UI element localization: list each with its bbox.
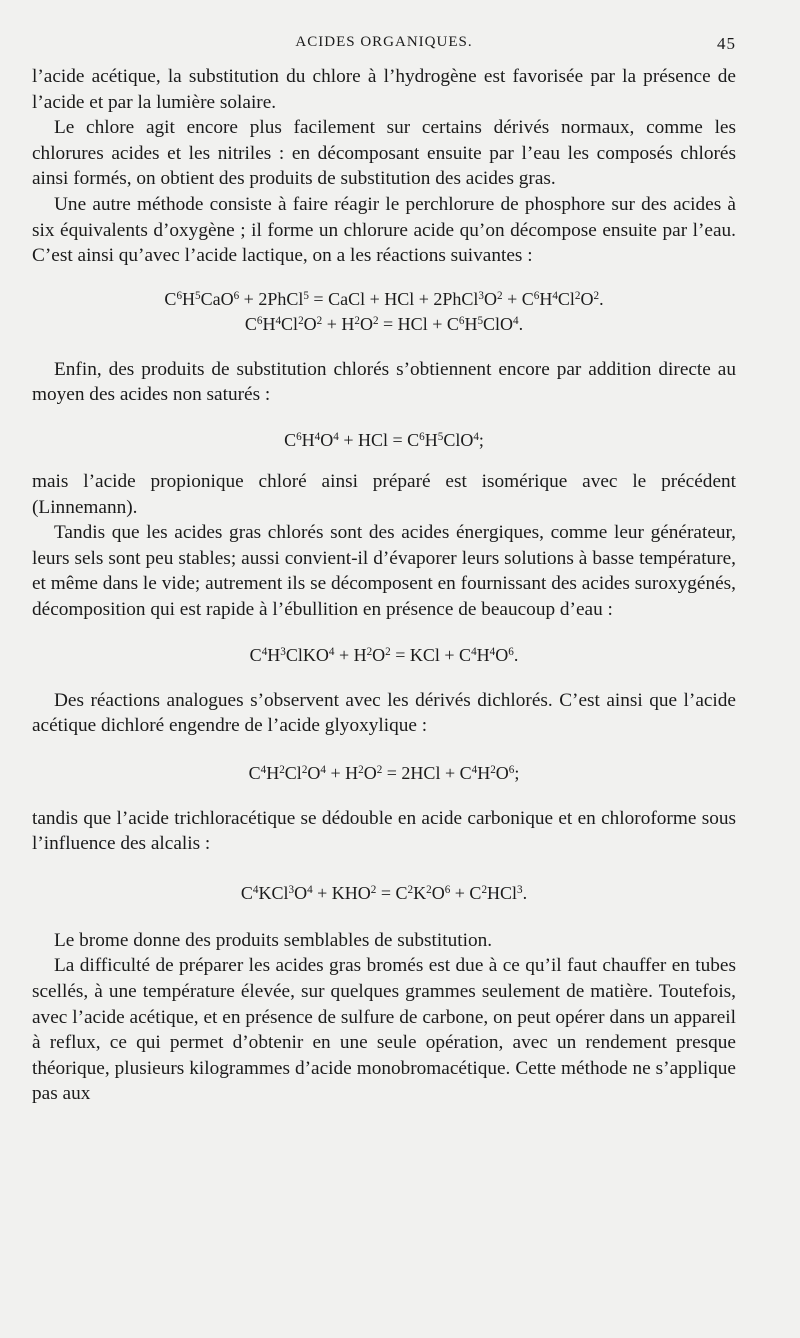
- equation-superscript: 2: [496, 289, 503, 302]
- paragraph-6: Tandis que les acides gras chlorés sont des acides énergiques, comme leur générateur, leurs sels sont peu stables; aussi convient-il d’évaporer leurs solutions à basse température, et même dans le vide; autrement ils se décomposent en fournissant des acides suroxygénés, décomposition qui est rapide à l’ébullition en présence de beaucoup d’eau :: [32, 522, 736, 620]
- equation-superscript: 6: [508, 763, 515, 776]
- equation-superscript: 2: [490, 763, 496, 776]
- equation-superscript: 4: [275, 314, 282, 327]
- equation-superscript: 6: [256, 314, 263, 327]
- equation-superscript: 6: [176, 289, 183, 302]
- equation-superscript: 3: [517, 883, 523, 896]
- equation-superscript: 2: [372, 314, 379, 327]
- equation-superscript: 6: [296, 430, 302, 443]
- equation-superscript: 2: [593, 289, 600, 302]
- equation-superscript: 2: [370, 883, 377, 896]
- equation-superscript: 6: [444, 883, 451, 896]
- equation-superscript: 4: [473, 430, 479, 443]
- equation-superscript: 4: [260, 763, 267, 776]
- equation-3: $C^6H^4O^4$ + HCl = $C^6H^5ClO^4$;: [284, 429, 484, 450]
- equation-superscript: 2: [426, 883, 432, 896]
- equation-superscript: 2: [279, 763, 285, 776]
- paragraph-4: Enfin, des produits de substitution chlorés s’obtiennent encore par addition directe au moyen des acides non saturés :: [32, 358, 736, 406]
- equation-superscript: 6: [458, 314, 465, 327]
- running-header: [32, 34, 736, 64]
- equation-superscript: 2: [481, 883, 488, 896]
- equation-4: $C^4H^3ClKO^4 + H^2O^2$ = KCl + $C^4H^4O^6$.: [249, 644, 519, 665]
- equation-superscript: 6: [533, 289, 540, 302]
- equation-superscript: 4: [333, 430, 339, 443]
- equation-superscript: 6: [233, 289, 240, 302]
- equation-superscript: 4: [252, 883, 259, 896]
- equation-superscript: 3: [288, 883, 295, 896]
- equation-superscript: 4: [552, 289, 558, 302]
- paragraph-10: La difficulté de préparer les acides gras bromés est due à ce qu’il faut chauffer en tubes scellés, à une température élevée, sur quelques grammes seulement de matière. Toutefois, avec l’acide acétique, et en présence de sulfure de carbone, on peut opérer dans un appareil à reflux, ce qui permet d’obtenir en une seule opération, avec un rendement presque théorique, plusieurs kilogrammes d’acide monobromacétique. Cette méthode ne s’applique pas aux: [32, 955, 736, 1105]
- equation-superscript: 6: [419, 430, 425, 443]
- equation-2: $C^6H^4Cl^2O^2 + H^2O^2$ = HCl + $C^6H^5ClO^4$.: [244, 313, 524, 334]
- equation-superscript: 6: [508, 645, 514, 658]
- running-title: ACIDES ORGANIQUES.: [295, 34, 473, 50]
- equation-5: $C^4H^2Cl^2O^4 + H^2O^2 = 2HCl + C^4H^2O^6$;: [248, 762, 520, 783]
- equation-superscript: 2: [316, 314, 323, 327]
- equation-superscript: 5: [477, 314, 484, 327]
- equation-superscript: 2: [385, 645, 391, 658]
- equation-superscript: 2: [407, 883, 414, 896]
- paragraph-3: Une autre méthode consiste à faire réagir le perchlorure de phosphore sur des acides à six équivalents d’oxygène ; il forme un chlorure acide qu’on décompose ensuite par l’eau. C’est ainsi qu’avec l’acide lactique, on a les réactions suivantes :: [32, 193, 736, 267]
- paragraph-5: mais l’acide propionique chloré ainsi préparé est isomérique avec le précédent (Linnemann).: [32, 470, 736, 518]
- equation-6: $C^4KCl^3O^4 + KHO^2 = C^2K^2O^6 + C^2HCl^3$.: [240, 882, 528, 903]
- equation-superscript: 2: [301, 763, 308, 776]
- paragraph-7: Des réactions analogues s’observent avec les dérivés dichlorés. C’est ainsi que l’acide acétique dichloré engendre de l’acide glyoxylique :: [32, 689, 736, 737]
- paragraph-8: tandis que l’acide trichloracétique se dédouble en acide carbonique et en chloroforme sous l’influence des alcalis :: [32, 807, 736, 855]
- equation-superscript: 2: [376, 763, 383, 776]
- equation-superscript: 3: [478, 289, 484, 302]
- equation-superscript: 4: [471, 645, 477, 658]
- equation-superscript: 2: [574, 289, 581, 302]
- paragraph-1: l’acide acétique, la substitution du chlore à l’hydrogène est favorisée par la présence de l’acide et par la lumière solaire.: [32, 66, 736, 113]
- paragraph-9: Le brome donne des produits semblables de substitution.: [54, 929, 493, 951]
- equation-superscript: 4: [320, 763, 326, 776]
- equation-1: $C^6H^5CaO^6$ + 2PhCl$^5$ = CaCl + HCl + $2PhCl^3O^2 + C^6H^4Cl^2O^2$.: [164, 288, 604, 309]
- equation-superscript: 4: [328, 645, 335, 658]
- equation-superscript: 3: [280, 645, 286, 658]
- equation-superscript: 5: [303, 289, 309, 302]
- equation-superscript: 2: [358, 763, 364, 776]
- equation-superscript: 4: [471, 763, 478, 776]
- page-number: 45: [717, 34, 736, 53]
- equation-superscript: 5: [195, 289, 201, 302]
- equation-superscript: 2: [298, 314, 304, 327]
- equation-superscript: 4: [261, 645, 268, 658]
- equation-superscript: 4: [314, 430, 321, 443]
- equation-superscript: 5: [437, 430, 444, 443]
- equation-superscript: 4: [489, 645, 496, 658]
- paragraph-2: Le chlore agit encore plus facilement sur certains dérivés normaux, comme les chlorures acides et les nitriles : en décomposant ensuite par l’eau les composés chlorés ainsi formés, on obtient des produits de substitution des acides gras.: [32, 117, 736, 190]
- equation-superscript: 4: [307, 883, 313, 896]
- equation-superscript: 2: [366, 645, 373, 658]
- equation-superscript: 4: [513, 314, 519, 327]
- book-page: [32, 34, 736, 1107]
- equation-superscript: 2: [354, 314, 360, 327]
